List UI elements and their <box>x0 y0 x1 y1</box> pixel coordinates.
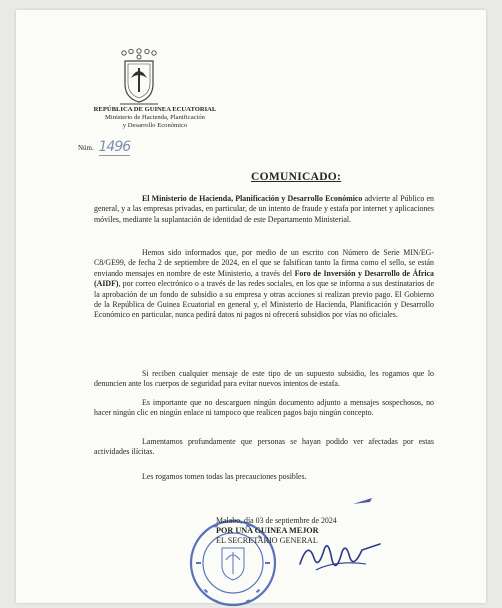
motto: POR UNA GUINEA MEJOR <box>216 526 319 535</box>
letterhead-country: REPÚBLICA DE GUINEA ECUATORIAL <box>93 106 217 113</box>
paragraph-2-end: , por correo electrónico o a través de las redes sociales, en los que se informa a sus destinatarios de la aprobación de un fondo de subsidio a su empresa y otras acciones si realizan previo pago. El Gobierno de la República de Guinea Ecuatorial en general y, el Ministerio de Hacienda, Planificación y Desarrollo Económico en particular, nunca pedirá datos ni pagos ni ofrecerá subsidios por vías no oficiales. <box>94 279 434 320</box>
paragraph-4-body: Es importante que no descarguen ningún documento adjunto a mensajes sospechosos, no hacer ningún clic en ningún enlace ni tampoco que realicen pagos bajo ningún concepto. <box>94 398 434 418</box>
coat-of-arms-icon <box>117 48 161 106</box>
reference-value: 1496 <box>98 139 131 155</box>
reference-number <box>78 139 130 156</box>
reference-label: Núm. <box>78 143 94 152</box>
paragraph-3 <box>94 369 434 390</box>
document-title: COMUNICADO: <box>251 171 342 183</box>
paragraph-1-body: advierte al Público en general, y a las empresas privadas, en particular, de un intento de fraude y estafa por internet y aplicaciones móviles, mediante la suplantación de identidad de este Departamento Ministerial. <box>94 194 434 224</box>
paragraph-1 <box>94 194 434 225</box>
paragraph-6 <box>94 472 434 482</box>
paragraph-2 <box>94 248 434 321</box>
handwritten-signature <box>296 530 386 578</box>
paragraph-6-body: Les rogamos tomen todas las precauciones posibles. <box>142 472 307 481</box>
document-page <box>16 10 486 603</box>
ink-flourish-icon <box>352 496 374 506</box>
letterhead-ministry: Ministerio de Hacienda, Planificación <box>105 114 205 121</box>
place-date: Malabo, día 03 de septiembre de 2024 <box>216 516 337 525</box>
paragraph-1-lead: El Ministerio de Hacienda, Planificación y Desarrollo Económico <box>142 194 363 203</box>
paragraph-5-body: Lamentamos profundamente que personas se hayan podido ver afectadas por estas actividades ilícitas. <box>94 437 434 457</box>
paragraph-2-forum: Foro de Inversión y Desarrollo de África (AIDF) <box>94 268 434 289</box>
paragraph-5 <box>94 437 434 458</box>
letterhead-ministry-2: y Desarrollo Económico <box>122 122 188 129</box>
signatory-role: EL SECRETARIO GENERAL <box>216 536 318 545</box>
paragraph-2-start: Hemos sido informados que, por medio de un escrito con Número de Serie MIN/EG-C8/GE99, de fecha 2 de septiembre de 2024, en el que se falsifican tanto la firma como el sello, se están enviando mensajes en nombre de este Ministerio, a través del <box>94 248 434 278</box>
letterhead <box>70 106 240 130</box>
paragraph-3-body: Si reciben cualquier mensaje de este tipo de un supuesto subsidio, les rogamos que lo denuncien ante los cuerpos de seguridad para evitar nuevos intentos de estafa. <box>94 369 434 389</box>
paragraph-4 <box>94 398 434 419</box>
